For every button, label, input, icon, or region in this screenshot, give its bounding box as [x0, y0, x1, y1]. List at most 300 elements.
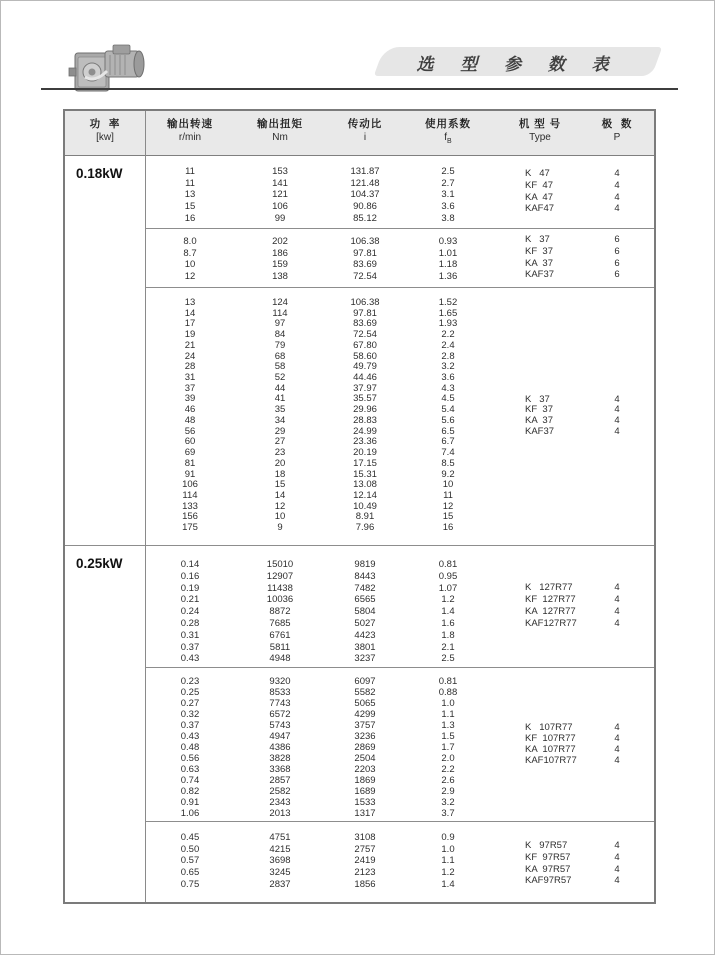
fb-value: 2.9 [441, 786, 455, 797]
speed-value: 0.37 [180, 641, 200, 653]
ratio-value: 1869 [354, 775, 376, 786]
poles-value: 4 [614, 606, 620, 617]
ratio-value: 72.54 [353, 329, 377, 341]
speed-value: 133 [182, 500, 198, 512]
fb-value: 1.7 [441, 742, 455, 753]
torque-value: 4948 [269, 653, 291, 665]
torque-value: 2857 [269, 775, 291, 786]
fb-value: 2.5 [441, 653, 455, 665]
fb-value: 2.0 [441, 753, 455, 764]
ratio-value: 1689 [354, 786, 376, 797]
col-header-power: 功 率 [kw] [89, 118, 121, 143]
poles-value: 4 [614, 179, 620, 191]
ratio-value: 3757 [354, 720, 376, 731]
torque-value: 8533 [269, 687, 291, 698]
poles-value: 4 [614, 840, 620, 852]
poles-value: 6 [614, 257, 620, 269]
ratio-value: 2757 [354, 843, 376, 855]
col-header-torque: 输出扭矩 Nm [257, 118, 303, 143]
fb-value: 2.6 [441, 775, 455, 786]
ratio-column [320, 228, 410, 287]
ratio-value: 1317 [354, 808, 376, 819]
torque-value: 20 [274, 457, 286, 469]
fb-column [403, 821, 493, 906]
ratio-value: 7.96 [355, 522, 375, 534]
speed-value: 0.27 [180, 698, 200, 709]
type-value: KF 37 [525, 245, 553, 257]
torque-value: 138 [272, 271, 288, 283]
torque-value: 4947 [269, 731, 291, 742]
ratio-value: 23.36 [353, 436, 377, 448]
fb-value: 3.1 [441, 189, 455, 201]
fb-value: 0.88 [438, 687, 458, 698]
ratio-value: 131.87 [350, 166, 380, 177]
ratio-value: 49.79 [353, 361, 377, 373]
fb-value: 4.5 [441, 393, 455, 405]
fb-value: 1.6 [441, 617, 455, 629]
fb-value: 4.3 [441, 382, 455, 394]
fb-value: 2.7 [441, 177, 455, 189]
speed-value: 0.24 [180, 606, 200, 618]
speed-value: 0.65 [180, 867, 200, 879]
fb-value: 0.81 [438, 559, 458, 570]
torque-value: 8872 [269, 606, 291, 618]
fb-value: 10 [442, 479, 454, 491]
torque-value: 5743 [269, 720, 291, 731]
fb-value: 1.0 [441, 843, 455, 855]
type-value: K 47 [525, 168, 550, 180]
torque-value: 15010 [266, 559, 294, 570]
type-value: KAF37 [525, 269, 555, 281]
speed-value: 0.37 [180, 720, 200, 731]
torque-value: 41 [274, 393, 286, 405]
type-value: KA 37 [525, 415, 553, 426]
type-value: KAF97R57 [525, 875, 572, 887]
type-value: K 107R77 [525, 722, 573, 733]
speed-value: 0.16 [180, 570, 200, 582]
speed-value: 0.43 [180, 653, 200, 665]
poles-value: 4 [614, 168, 620, 180]
speed-value: 0.31 [180, 629, 200, 641]
ratio-value: 83.69 [353, 259, 377, 271]
poles-value: 4 [614, 404, 620, 416]
ratio-value: 72.54 [353, 271, 377, 283]
speed-value: 0.74 [180, 775, 200, 786]
torque-value: 14 [274, 489, 286, 501]
torque-value: 7743 [269, 698, 291, 709]
speed-value: 81 [184, 457, 196, 469]
speed-value: 0.45 [180, 832, 200, 843]
speed-value: 106 [182, 479, 198, 491]
speed-value: 12 [184, 271, 196, 283]
ratio-value: 83.69 [353, 318, 377, 330]
ratio-value: 5065 [354, 698, 376, 709]
col-header-service-factor: 使用系数 $f_B$ [425, 118, 471, 145]
ratio-value: 4423 [354, 629, 376, 641]
ratio-value: 35.57 [353, 393, 377, 405]
torque-value: 68 [274, 350, 286, 362]
fb-value: 2.2 [441, 329, 455, 341]
type-value: KA 107R77 [525, 744, 576, 755]
torque-value: 97 [274, 318, 286, 330]
fb-value: 1.3 [441, 720, 455, 731]
speed-value: 0.43 [180, 731, 200, 742]
type-value: KF 107R77 [525, 733, 576, 744]
torque-value: 84 [274, 329, 286, 341]
ratio-value: 67.80 [353, 339, 377, 351]
torque-value: 34 [274, 414, 286, 426]
torque-column [240, 287, 320, 545]
torque-value: 35 [274, 404, 286, 416]
speed-value: 31 [184, 372, 196, 384]
poles-value: 4 [614, 722, 620, 733]
ratio-value: 6097 [354, 676, 376, 687]
speed-value: 0.91 [180, 797, 200, 808]
poles-value: 4 [614, 617, 620, 629]
type-value: KF 97R57 [525, 851, 571, 863]
fb-value: 3.7 [441, 808, 455, 819]
speed-value: 0.56 [180, 753, 200, 764]
fb-value: 2.4 [441, 339, 455, 351]
fb-value: 1.18 [438, 259, 458, 271]
torque-value: 4751 [269, 832, 291, 843]
ratio-value: 90.86 [353, 201, 377, 213]
fb-value: 9.2 [441, 468, 455, 480]
fb-value: 6.5 [441, 425, 455, 437]
speed-value: 11 [185, 177, 195, 189]
data-block [65, 545, 654, 667]
data-block [65, 228, 654, 287]
speed-column [150, 667, 230, 821]
fb-value: 2.8 [441, 350, 455, 362]
fb-value: 6.7 [441, 436, 455, 448]
ratio-value: 5582 [354, 687, 376, 698]
speed-value: 156 [182, 511, 198, 523]
fb-value: 16 [442, 522, 454, 534]
torque-value: 5811 [269, 641, 291, 653]
torque-value: 159 [272, 259, 288, 271]
speed-column [150, 228, 230, 287]
fb-column [403, 545, 493, 667]
fb-column [403, 667, 493, 821]
ratio-value: 2869 [354, 742, 376, 753]
fb-value: 2.1 [441, 641, 455, 653]
ratio-value: 1856 [354, 878, 376, 890]
torque-value: 15 [274, 479, 286, 491]
speed-value: 8.7 [183, 247, 197, 259]
page-title: 选 型 参 数 表 [416, 55, 620, 74]
fb-value: 1.93 [438, 318, 458, 330]
ratio-value: 2203 [354, 764, 376, 775]
speed-value: 28 [184, 361, 196, 373]
speed-value: 0.57 [180, 855, 200, 867]
fb-column [403, 287, 493, 545]
poles-value: 6 [614, 269, 620, 281]
torque-value: 106 [272, 201, 288, 213]
ratio-value: 17.15 [353, 457, 377, 469]
fb-value: 1.2 [441, 867, 455, 879]
fb-value: 0.93 [438, 236, 458, 247]
poles-column [577, 228, 657, 287]
speed-value: 56 [184, 425, 196, 437]
torque-value: 121 [272, 189, 288, 201]
torque-value: 3368 [269, 764, 291, 775]
speed-value: 8.0 [183, 236, 197, 247]
torque-value: 6761 [269, 629, 291, 641]
speed-value: 0.25 [180, 687, 200, 698]
power-rating-label: 0.25kW [76, 556, 123, 571]
col-header-poles: 极 数 P [601, 118, 633, 143]
fb-value: 1.4 [441, 878, 455, 890]
fb-value: 2.5 [441, 166, 455, 177]
torque-value: 12907 [266, 570, 294, 582]
fb-value: 12 [442, 500, 454, 512]
torque-value: 29 [274, 425, 286, 437]
torque-value: 52 [274, 372, 286, 384]
speed-value: 0.19 [180, 582, 200, 594]
poles-value: 4 [614, 744, 620, 755]
torque-column [240, 155, 320, 228]
ratio-value: 106.38 [350, 236, 380, 247]
type-value: KA 47 [525, 191, 553, 203]
speed-value: 0.14 [180, 559, 200, 570]
ratio-value: 13.08 [353, 479, 377, 491]
fb-value: 1.65 [438, 307, 458, 319]
ratio-column [320, 155, 410, 228]
speed-value: 0.50 [180, 843, 200, 855]
torque-value: 3828 [269, 753, 291, 764]
poles-value: 4 [614, 875, 620, 887]
poles-column [577, 545, 657, 667]
torque-value: 44 [274, 382, 286, 394]
fb-value: 1.8 [441, 629, 455, 641]
ratio-value: 2504 [354, 753, 376, 764]
torque-value: 9320 [269, 676, 291, 687]
type-value: KA 127R77 [525, 606, 576, 617]
fb-value: 8.5 [441, 457, 455, 469]
poles-column [577, 821, 657, 906]
poles-value: 6 [614, 234, 620, 246]
torque-value: 6572 [269, 709, 291, 720]
fb-value: 3.2 [441, 797, 455, 808]
torque-value: 9 [277, 522, 283, 534]
torque-column [240, 821, 320, 906]
fb-value: 1.0 [441, 698, 455, 709]
speed-value: 11 [185, 166, 195, 177]
header-rule [41, 88, 678, 90]
torque-value: 10036 [266, 594, 294, 606]
speed-value: 10 [184, 259, 196, 271]
torque-value: 4215 [269, 843, 291, 855]
speed-value: 0.23 [180, 676, 200, 687]
fb-value: 3.6 [441, 201, 455, 213]
ratio-value: 10.49 [353, 500, 377, 512]
type-value: K 37 [525, 393, 550, 405]
speed-value: 39 [184, 393, 196, 405]
fb-value: 0.81 [438, 676, 458, 687]
torque-value: 11438 [267, 582, 293, 594]
speed-value: 14 [184, 307, 196, 319]
fb-value: 3.6 [441, 372, 455, 384]
col-header-ratio: 传动比 i [347, 118, 383, 143]
poles-value: 4 [614, 415, 620, 426]
torque-value: 3245 [269, 867, 291, 879]
type-value: KAF37 [525, 425, 555, 437]
ratio-value: 8443 [354, 570, 376, 582]
poles-value: 4 [614, 594, 620, 606]
type-value: KF 37 [525, 404, 553, 416]
speed-value: 13 [184, 189, 196, 201]
poles-value: 4 [614, 191, 620, 203]
col-header-speed: 输出转速 r/min [167, 118, 213, 143]
ratio-value: 3236 [354, 731, 376, 742]
speed-column [150, 821, 230, 906]
ratio-value: 28.83 [353, 414, 377, 426]
poles-value: 4 [614, 582, 620, 594]
ratio-value: 3237 [354, 653, 376, 665]
type-value: KAF107R77 [525, 755, 577, 766]
poles-column [577, 287, 657, 545]
torque-value: 58 [274, 361, 286, 373]
power-column-divider [145, 111, 146, 902]
torque-value: 186 [272, 247, 288, 259]
table-body [65, 111, 654, 902]
fb-value: 5.4 [441, 404, 455, 416]
torque-value: 114 [272, 307, 288, 319]
col-header-type: 机 型 号 Type [518, 118, 562, 143]
torque-value: 2343 [269, 797, 291, 808]
fb-value: 0.95 [438, 570, 458, 582]
poles-column [577, 667, 657, 821]
selection-parameter-table [63, 109, 656, 904]
fb-column [403, 155, 493, 228]
poles-value: 4 [614, 203, 620, 215]
torque-value: 12 [274, 500, 286, 512]
ratio-value: 5027 [354, 617, 376, 629]
speed-value: 175 [182, 522, 198, 534]
poles-value: 4 [614, 733, 620, 744]
fb-value: 1.5 [441, 731, 455, 742]
data-block [65, 155, 654, 228]
fb-value: 1.52 [438, 297, 458, 308]
speed-value: 69 [184, 447, 196, 459]
speed-value: 91 [184, 468, 196, 480]
speed-value: 37 [184, 382, 196, 394]
torque-column [240, 545, 320, 667]
speed-value: 1.06 [180, 808, 200, 819]
torque-value: 79 [274, 339, 286, 351]
poles-value: 4 [614, 863, 620, 875]
fb-value: 1.01 [438, 247, 458, 259]
type-value: KAF127R77 [525, 617, 577, 629]
type-value: KAF47 [525, 203, 555, 215]
torque-column [240, 667, 320, 821]
speed-value: 0.21 [180, 594, 200, 606]
ratio-value: 58.60 [353, 350, 377, 362]
type-value: KA 37 [525, 257, 553, 269]
fb-value: 5.6 [441, 414, 455, 426]
speed-value: 0.75 [180, 878, 200, 890]
ratio-value: 85.12 [353, 212, 377, 224]
ratio-value: 15.31 [353, 468, 377, 480]
torque-value: 7685 [269, 617, 291, 629]
speed-column [150, 287, 230, 545]
ratio-value: 6565 [354, 594, 376, 606]
speed-value: 19 [184, 329, 196, 341]
fb-value: 1.1 [441, 855, 455, 867]
speed-value: 0.28 [180, 617, 200, 629]
ratio-column [320, 545, 410, 667]
ratio-value: 20.19 [353, 447, 377, 459]
fb-value: 15 [442, 511, 454, 523]
speed-value: 16 [184, 212, 196, 224]
ratio-value: 8.91 [355, 511, 375, 523]
type-value: K 37 [525, 234, 550, 246]
data-block [65, 821, 654, 906]
type-value: KA 97R57 [525, 863, 571, 875]
type-value: KF 47 [525, 179, 553, 191]
speed-value: 46 [184, 404, 196, 416]
poles-value: 4 [614, 851, 620, 863]
torque-value: 27 [274, 436, 286, 448]
power-rating-label: 0.18kW [76, 166, 123, 181]
ratio-value: 7482 [354, 582, 376, 594]
type-value: K 127R77 [525, 582, 573, 594]
ratio-value: 9819 [354, 559, 376, 570]
fb-value: 7.4 [441, 447, 455, 459]
poles-value: 4 [614, 755, 620, 766]
torque-value: 141 [272, 177, 288, 189]
type-value: K 97R57 [525, 840, 568, 852]
fb-value: 11 [443, 489, 453, 501]
ratio-value: 12.14 [353, 489, 377, 501]
torque-value: 2837 [269, 878, 291, 890]
ratio-column [320, 287, 410, 545]
ratio-value: 24.99 [353, 425, 377, 437]
speed-value: 0.48 [180, 742, 200, 753]
speed-value: 15 [184, 201, 196, 213]
torque-value: 202 [272, 236, 288, 247]
data-block [65, 287, 654, 545]
speed-value: 13 [184, 297, 196, 308]
torque-value: 153 [272, 166, 288, 177]
poles-column [577, 155, 657, 228]
ratio-value: 4299 [354, 709, 376, 720]
ratio-column [320, 667, 410, 821]
ratio-value: 104.37 [350, 189, 380, 201]
fb-column [403, 228, 493, 287]
fb-value: 3.2 [441, 361, 455, 373]
poles-value: 6 [614, 245, 620, 257]
ratio-value: 1533 [354, 797, 376, 808]
speed-value: 17 [184, 318, 196, 330]
torque-value: 2013 [269, 808, 291, 819]
fb-value: 1.4 [441, 606, 455, 618]
speed-value: 60 [184, 436, 196, 448]
fb-value: 2.2 [441, 764, 455, 775]
speed-value: 21 [184, 339, 196, 351]
fb-value: 1.1 [441, 709, 455, 720]
torque-value: 99 [274, 212, 286, 224]
ratio-column [320, 821, 410, 906]
torque-value: 18 [274, 468, 286, 480]
torque-value: 3698 [269, 855, 291, 867]
type-value: KF 127R77 [525, 594, 576, 606]
ratio-value: 37.97 [353, 382, 377, 394]
ratio-value: 2419 [354, 855, 376, 867]
ratio-value: 121.48 [350, 177, 380, 189]
speed-value: 24 [184, 350, 196, 362]
